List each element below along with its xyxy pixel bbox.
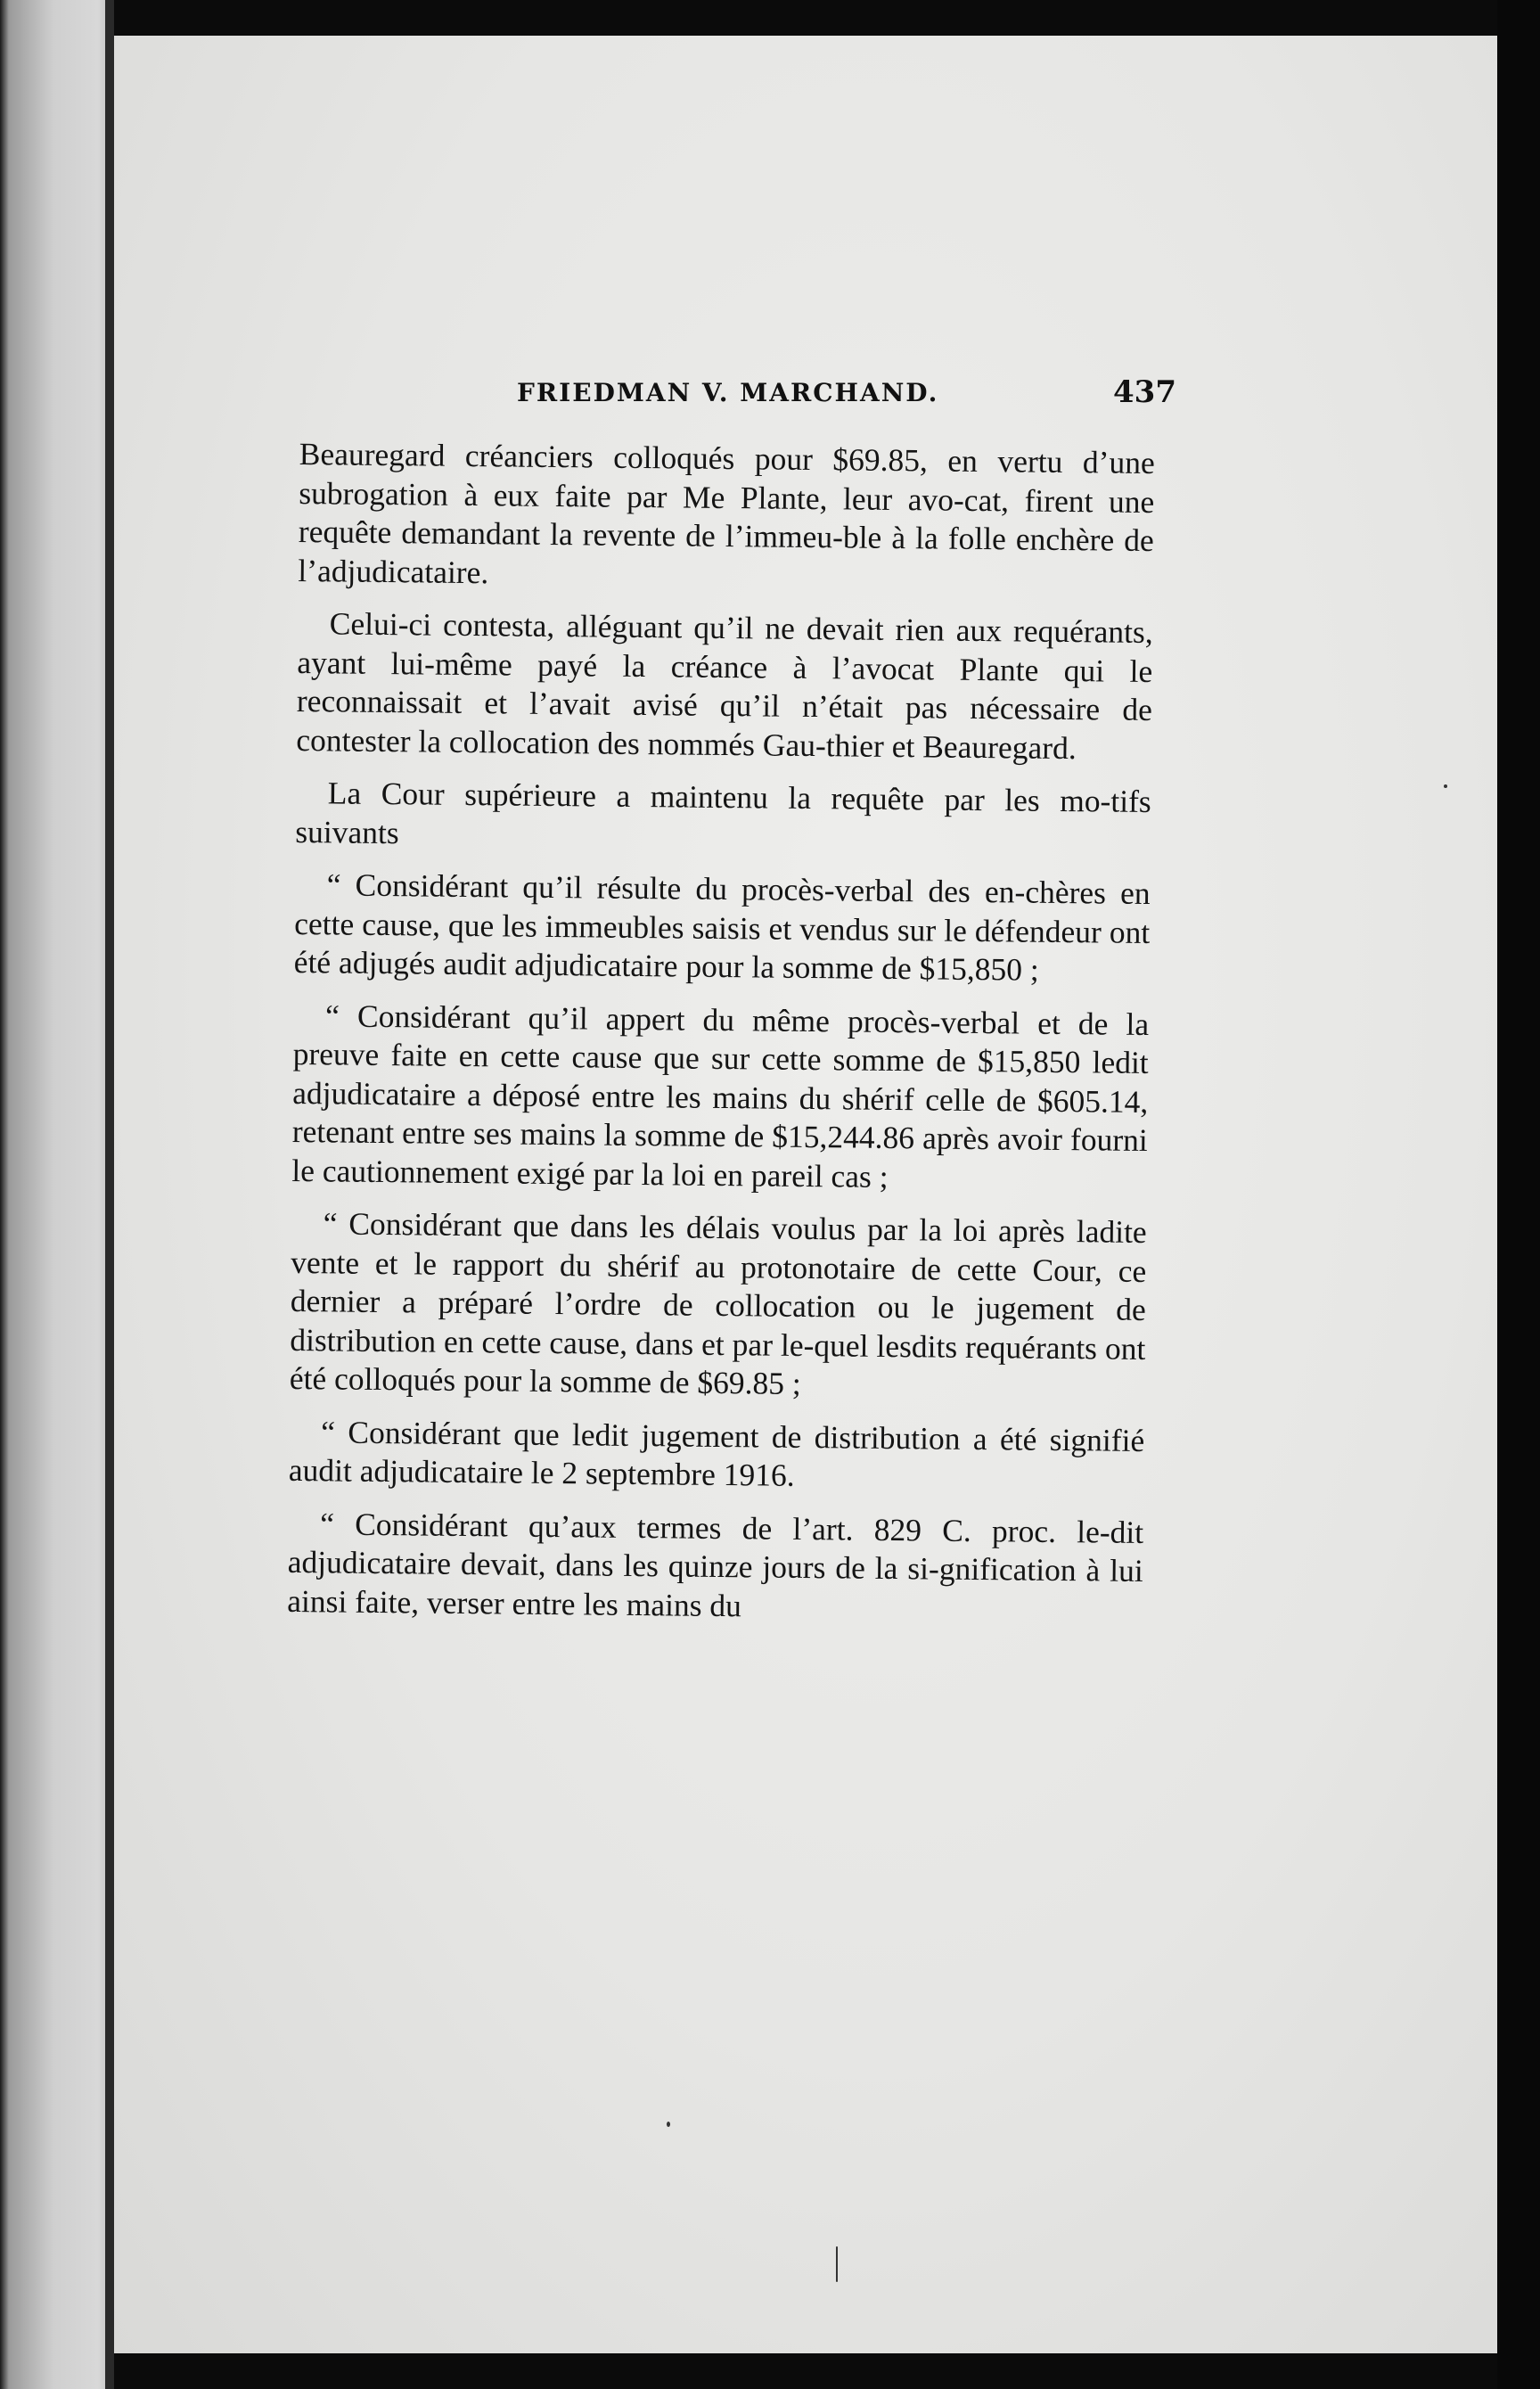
book-gutter bbox=[105, 0, 114, 2389]
paragraph: “ Considérant que ledit jugement de distribution a été signifié audit adjudicataire le 2 septembre 1916. bbox=[288, 1413, 1145, 1493]
paragraph: “ Considérant qu’il appert du même procès-verbal et de la preuve faite en cette cause que sur cette somme de $15,850 ledit adjudicataire a déposé entre les mains du shérif celle de $605.14, retenant entre ses mains la somme de $15,244.86 après avoir fourni le cautionnement exigé par la loi en pareil cas ; bbox=[291, 997, 1150, 1194]
paragraph: La Cour supérieure a maintenu la requête par les mo-tifs suivants bbox=[295, 775, 1151, 850]
paragraph: “ Considérant que dans les délais voulus par la loi après ladite vente et le rapport du shérif au protonotaire de cette Cour, ce dernier a préparé l’ordre de collocation ou le jugement de distribution en cette cause, dans et par le-quel lesdits requérants ont été colloqués pour la somme de $69.85 ; bbox=[289, 1205, 1147, 1401]
paragraph: “ Considérant qu’il résulte du procès-verbal des en-chères en cette cause, que les immeubles saisis et vendus sur le défendeur ont été adjugés audit adjudicataire pour la somme de $15,850 ; bbox=[293, 866, 1151, 988]
scan-border bbox=[1497, 0, 1540, 2389]
ink-scratch bbox=[836, 2246, 838, 2282]
paragraph: “ Considérant qu’aux termes de l’art. 829 C. proc. le-dit adjudicataire devait, dans les quinze jours de la si-gnification à lui ainsi faite, verser entre les mains du bbox=[287, 1505, 1144, 1623]
ink-speck bbox=[1444, 784, 1447, 788]
page-number: 437 bbox=[1113, 374, 1176, 410]
paragraph: Beauregard créanciers colloqués pour $69.85, en vertu d’une subrogation à eux faite par Me Plante, leur avo-cat, firent une requête demandant la revente de l’immeu-ble à la folle enchère de l’adjudicataire. bbox=[298, 435, 1155, 590]
body-text bbox=[287, 435, 1155, 1644]
ink-speck bbox=[667, 2122, 670, 2127]
running-title: FRIEDMAN V. MARCHAND. bbox=[517, 378, 939, 407]
facing-page-edge bbox=[0, 0, 114, 2389]
running-header bbox=[517, 374, 1176, 419]
paragraph: Celui-ci contesta, alléguant qu’il ne devait rien aux requérants, ayant lui-même payé la créance à l’avocat Plante qui le reconnaissait et l’avait avisé qu’il n’était pas nécessaire de contester la collocation des nommés Gau-thier et Beauregard. bbox=[296, 605, 1153, 766]
